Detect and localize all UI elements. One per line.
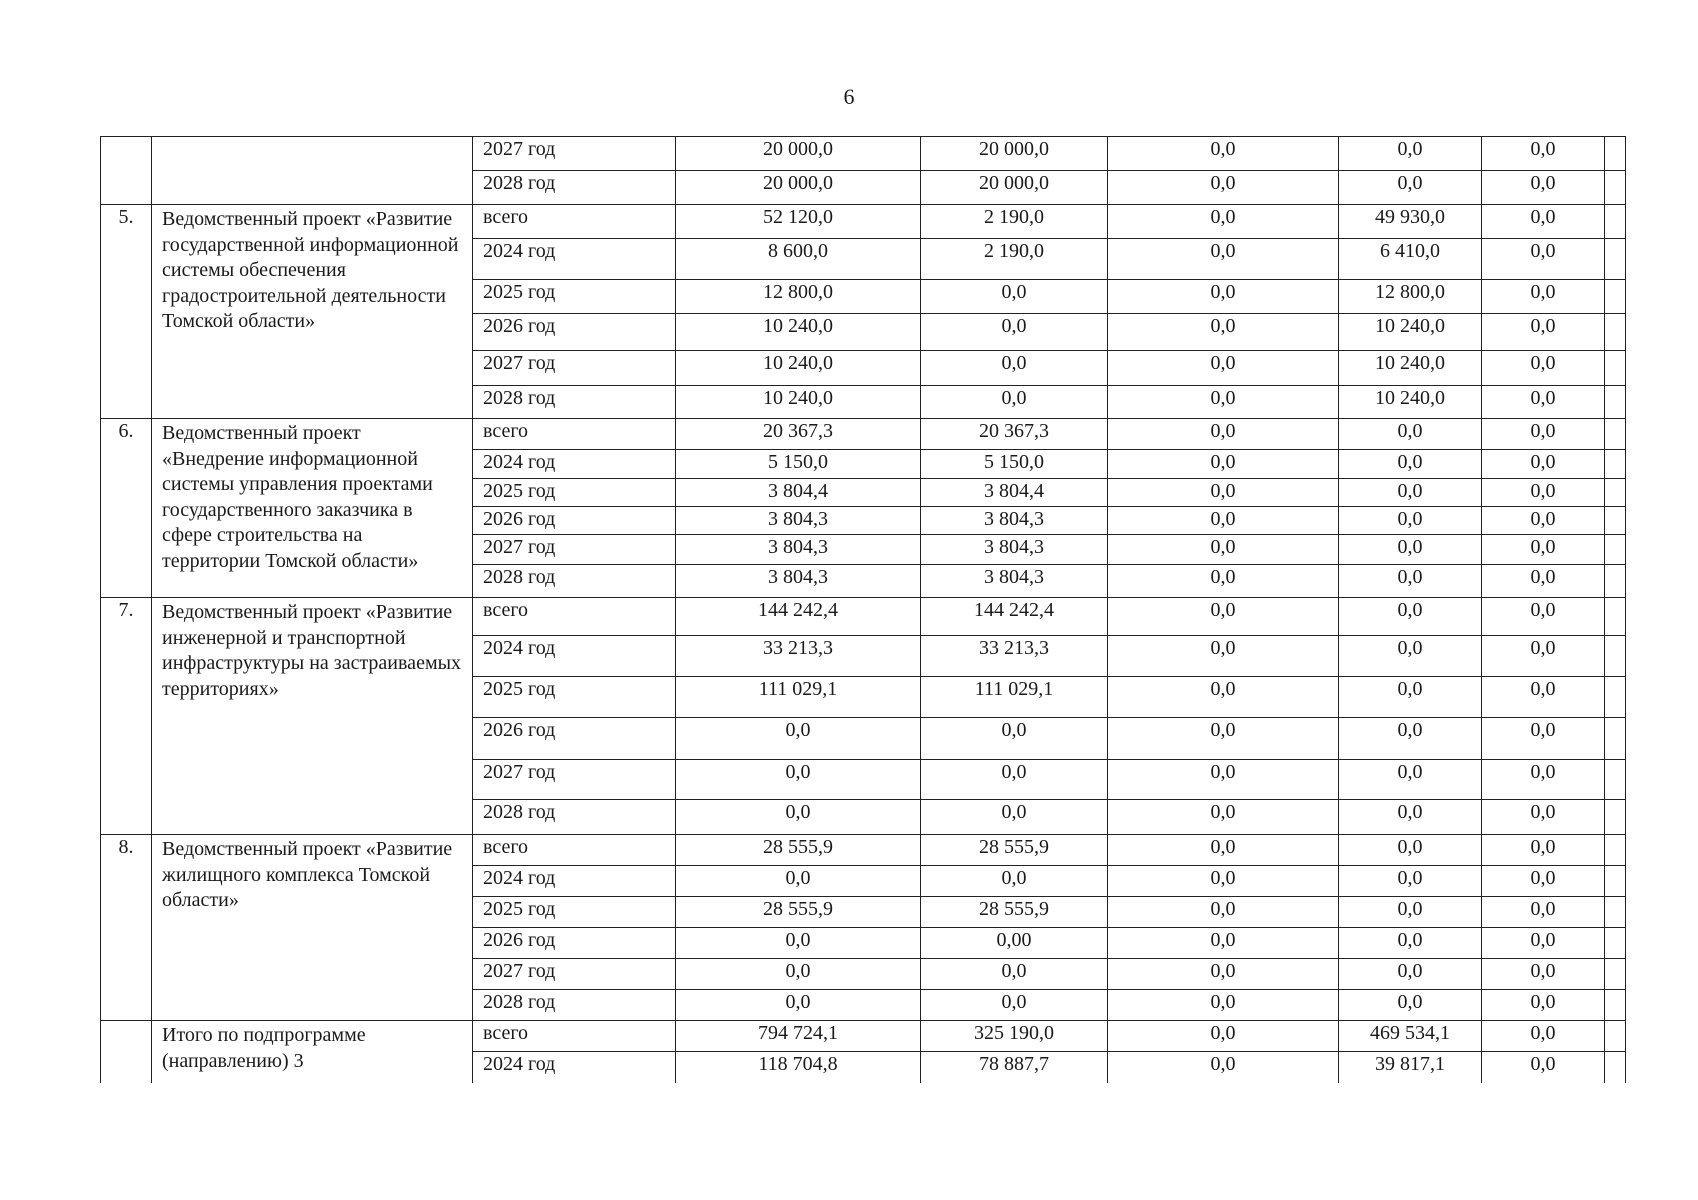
amount-cell: 0,0: [1339, 928, 1482, 959]
amount-cell: 0,0: [921, 280, 1108, 314]
amount-cell: 0,0: [1108, 866, 1339, 897]
amount-cell: 0,0: [1108, 760, 1339, 800]
amount-cell: 3 804,3: [676, 565, 921, 598]
amount-cell: 10 240,0: [676, 314, 921, 351]
period-cell: 2025 год: [473, 479, 676, 507]
amount-cell: 0,0: [1108, 419, 1339, 450]
table-row: [101, 1021, 1626, 1052]
amount-cell: 3 804,4: [676, 479, 921, 507]
amount-cell: 0,0: [1482, 835, 1605, 866]
amount-cell: 0,0: [1108, 990, 1339, 1021]
amount-cell: 0,0: [1339, 990, 1482, 1021]
amount-cell: 0,0: [1339, 866, 1482, 897]
amount-cell: 0,0: [1482, 990, 1605, 1021]
amount-cell: 0,0: [1108, 137, 1339, 171]
period-cell: 2027 год: [473, 351, 676, 386]
period-cell: 2024 год: [473, 866, 676, 897]
empty-cell: [1605, 280, 1626, 314]
amount-cell: 3 804,3: [676, 507, 921, 535]
amount-cell: 0,0: [1482, 314, 1605, 351]
empty-cell: [1605, 137, 1626, 171]
amount-cell: 0,0: [1482, 959, 1605, 990]
project-name: Ведомственный проект «Развитие инженерной и транспортной инфраструктуры на застраиваемых территориях»: [152, 598, 473, 835]
amount-cell: 0,0: [1482, 636, 1605, 677]
amount-cell: 0,0: [1108, 1052, 1339, 1083]
period-cell: 2028 год: [473, 990, 676, 1021]
period-cell: 2024 год: [473, 450, 676, 479]
table-row: [101, 835, 1626, 866]
amount-cell: 6 410,0: [1339, 239, 1482, 280]
period-cell: 2028 год: [473, 800, 676, 835]
amount-cell: 0,0: [676, 959, 921, 990]
amount-cell: 0,0: [1108, 598, 1339, 636]
empty-cell: [1605, 450, 1626, 479]
project-number: [101, 137, 152, 205]
period-cell: 2024 год: [473, 1052, 676, 1083]
amount-cell: 118 704,8: [676, 1052, 921, 1083]
amount-cell: 0,0: [1482, 718, 1605, 760]
amount-cell: 0,0: [1482, 928, 1605, 959]
amount-cell: 2 190,0: [921, 205, 1108, 239]
project-number: 8.: [101, 835, 152, 1021]
empty-cell: [1605, 239, 1626, 280]
amount-cell: 10 240,0: [1339, 386, 1482, 419]
amount-cell: 0,0: [1482, 866, 1605, 897]
amount-cell: 0,0: [1339, 507, 1482, 535]
period-cell: 2028 год: [473, 565, 676, 598]
amount-cell: 3 804,3: [921, 507, 1108, 535]
amount-cell: 0,0: [921, 386, 1108, 419]
period-cell: 2027 год: [473, 760, 676, 800]
amount-cell: 12 800,0: [1339, 280, 1482, 314]
amount-cell: 0,0: [1108, 386, 1339, 419]
amount-cell: 0,0: [1108, 314, 1339, 351]
amount-cell: 0,0: [1108, 280, 1339, 314]
amount-cell: 794 724,1: [676, 1021, 921, 1052]
amount-cell: 28 555,9: [921, 897, 1108, 928]
amount-cell: 28 555,9: [676, 897, 921, 928]
project-name: Ведомственный проект «Развитие жилищного комплекса Томской области»: [152, 835, 473, 1021]
empty-cell: [1605, 866, 1626, 897]
project-number: 7.: [101, 598, 152, 835]
empty-cell: [1605, 507, 1626, 535]
amount-cell: 144 242,4: [921, 598, 1108, 636]
amount-cell: 20 000,0: [921, 171, 1108, 205]
amount-cell: 20 000,0: [676, 137, 921, 171]
amount-cell: 0,0: [1339, 897, 1482, 928]
project-name: Ведомственный проект «Внедрение информационной системы управления проектами государственного заказчика в сфере строительства на территории Томской области»: [152, 419, 473, 598]
amount-cell: 0,0: [1482, 450, 1605, 479]
amount-cell: 20 000,0: [921, 137, 1108, 171]
project-name: Ведомственный проект «Развитие государственной информационной системы обеспечения градостроительной деятельности Томской области»: [152, 205, 473, 419]
amount-cell: 144 242,4: [676, 598, 921, 636]
empty-cell: [1605, 535, 1626, 565]
amount-cell: 0,0: [1339, 959, 1482, 990]
amount-cell: 469 534,1: [1339, 1021, 1482, 1052]
amount-cell: 2 190,0: [921, 239, 1108, 280]
empty-cell: [1605, 928, 1626, 959]
amount-cell: 28 555,9: [921, 835, 1108, 866]
amount-cell: 33 213,3: [676, 636, 921, 677]
period-cell: всего: [473, 1021, 676, 1052]
amount-cell: 0,0: [921, 351, 1108, 386]
amount-cell: 0,0: [921, 314, 1108, 351]
empty-cell: [1605, 897, 1626, 928]
amount-cell: 0,0: [921, 959, 1108, 990]
amount-cell: 78 887,7: [921, 1052, 1108, 1083]
amount-cell: 0,0: [1482, 598, 1605, 636]
period-cell: 2025 год: [473, 677, 676, 718]
empty-cell: [1605, 1052, 1626, 1083]
amount-cell: 0,0: [1339, 760, 1482, 800]
empty-cell: [1605, 835, 1626, 866]
amount-cell: 10 240,0: [1339, 314, 1482, 351]
empty-cell: [1605, 205, 1626, 239]
amount-cell: 0,0: [921, 718, 1108, 760]
amount-cell: 28 555,9: [676, 835, 921, 866]
amount-cell: 0,0: [1339, 598, 1482, 636]
table-row: [101, 598, 1626, 636]
amount-cell: 0,0: [1482, 677, 1605, 718]
amount-cell: 20 367,3: [921, 419, 1108, 450]
empty-cell: [1605, 1021, 1626, 1052]
amount-cell: 0,0: [676, 800, 921, 835]
period-cell: всего: [473, 598, 676, 636]
project-name: Итого по подпрограмме (направлению) 3: [152, 1021, 473, 1083]
amount-cell: 0,0: [1339, 171, 1482, 205]
table-row: [101, 137, 1626, 171]
empty-cell: [1605, 351, 1626, 386]
amount-cell: 0,0: [1108, 535, 1339, 565]
period-cell: 2027 год: [473, 137, 676, 171]
amount-cell: 0,0: [1339, 835, 1482, 866]
period-cell: всего: [473, 835, 676, 866]
amount-cell: 0,0: [1339, 565, 1482, 598]
period-cell: 2027 год: [473, 535, 676, 565]
amount-cell: 0,0: [1339, 450, 1482, 479]
amount-cell: 0,0: [1108, 959, 1339, 990]
empty-cell: [1605, 677, 1626, 718]
amount-cell: 3 804,4: [921, 479, 1108, 507]
amount-cell: 3 804,3: [676, 535, 921, 565]
period-cell: 2026 год: [473, 507, 676, 535]
amount-cell: 49 930,0: [1339, 205, 1482, 239]
empty-cell: [1605, 419, 1626, 450]
amount-cell: 3 804,3: [921, 565, 1108, 598]
amount-cell: 39 817,1: [1339, 1052, 1482, 1083]
period-cell: 2028 год: [473, 171, 676, 205]
empty-cell: [1605, 314, 1626, 351]
amount-cell: 10 240,0: [676, 386, 921, 419]
amount-cell: 0,0: [1482, 171, 1605, 205]
table-row: [101, 205, 1626, 239]
amount-cell: 0,0: [1482, 351, 1605, 386]
amount-cell: 0,0: [1108, 239, 1339, 280]
amount-cell: 0,0: [1108, 205, 1339, 239]
amount-cell: 0,00: [921, 928, 1108, 959]
amount-cell: 0,0: [1482, 760, 1605, 800]
amount-cell: 0,0: [1482, 479, 1605, 507]
amount-cell: 0,0: [1339, 535, 1482, 565]
amount-cell: 12 800,0: [676, 280, 921, 314]
amount-cell: 52 120,0: [676, 205, 921, 239]
amount-cell: 0,0: [1482, 280, 1605, 314]
empty-cell: [1605, 959, 1626, 990]
period-cell: 2028 год: [473, 386, 676, 419]
page-number: 6: [843, 84, 855, 109]
budget-table: [100, 136, 1626, 1083]
empty-cell: [1605, 760, 1626, 800]
amount-cell: 0,0: [1482, 897, 1605, 928]
period-cell: 2027 год: [473, 959, 676, 990]
empty-cell: [1605, 636, 1626, 677]
amount-cell: 0,0: [676, 760, 921, 800]
amount-cell: 0,0: [676, 866, 921, 897]
amount-cell: 0,0: [1482, 800, 1605, 835]
amount-cell: 0,0: [1108, 450, 1339, 479]
amount-cell: 0,0: [676, 990, 921, 1021]
project-number: 6.: [101, 419, 152, 598]
table-row: [101, 419, 1626, 450]
amount-cell: 5 150,0: [676, 450, 921, 479]
amount-cell: 0,0: [1108, 565, 1339, 598]
project-number: [101, 1021, 152, 1083]
amount-cell: 0,0: [1108, 800, 1339, 835]
amount-cell: 0,0: [1108, 507, 1339, 535]
amount-cell: 0,0: [921, 990, 1108, 1021]
amount-cell: 0,0: [1108, 677, 1339, 718]
empty-cell: [1605, 718, 1626, 760]
period-cell: 2025 год: [473, 897, 676, 928]
amount-cell: 111 029,1: [921, 677, 1108, 718]
amount-cell: 20 367,3: [676, 419, 921, 450]
amount-cell: 0,0: [1482, 386, 1605, 419]
amount-cell: 0,0: [1482, 1021, 1605, 1052]
amount-cell: 0,0: [1339, 800, 1482, 835]
period-cell: 2026 год: [473, 718, 676, 760]
amount-cell: 0,0: [921, 760, 1108, 800]
amount-cell: 3 804,3: [921, 535, 1108, 565]
amount-cell: 0,0: [1108, 351, 1339, 386]
amount-cell: 0,0: [676, 928, 921, 959]
amount-cell: 10 240,0: [1339, 351, 1482, 386]
amount-cell: 5 150,0: [921, 450, 1108, 479]
empty-cell: [1605, 800, 1626, 835]
period-cell: 2026 год: [473, 928, 676, 959]
amount-cell: 10 240,0: [676, 351, 921, 386]
amount-cell: 0,0: [1339, 479, 1482, 507]
amount-cell: 111 029,1: [676, 677, 921, 718]
amount-cell: 0,0: [1108, 897, 1339, 928]
amount-cell: 0,0: [1482, 507, 1605, 535]
amount-cell: 0,0: [1108, 1021, 1339, 1052]
amount-cell: 0,0: [1108, 835, 1339, 866]
period-cell: 2026 год: [473, 314, 676, 351]
period-cell: 2024 год: [473, 239, 676, 280]
amount-cell: 0,0: [1339, 636, 1482, 677]
empty-cell: [1605, 386, 1626, 419]
empty-cell: [1605, 598, 1626, 636]
amount-cell: 0,0: [676, 718, 921, 760]
amount-cell: 0,0: [1482, 205, 1605, 239]
amount-cell: 0,0: [1482, 1052, 1605, 1083]
amount-cell: 0,0: [1482, 535, 1605, 565]
amount-cell: 0,0: [1482, 419, 1605, 450]
amount-cell: 0,0: [1108, 928, 1339, 959]
amount-cell: 8 600,0: [676, 239, 921, 280]
period-cell: всего: [473, 205, 676, 239]
project-name: [152, 137, 473, 205]
amount-cell: 20 000,0: [676, 171, 921, 205]
amount-cell: 0,0: [1108, 718, 1339, 760]
amount-cell: 0,0: [1339, 137, 1482, 171]
amount-cell: 0,0: [1108, 479, 1339, 507]
amount-cell: 0,0: [921, 866, 1108, 897]
amount-cell: 0,0: [1108, 636, 1339, 677]
empty-cell: [1605, 565, 1626, 598]
amount-cell: 0,0: [1339, 419, 1482, 450]
period-cell: 2025 год: [473, 280, 676, 314]
period-cell: 2024 год: [473, 636, 676, 677]
empty-cell: [1605, 990, 1626, 1021]
empty-cell: [1605, 479, 1626, 507]
empty-cell: [1605, 171, 1626, 205]
amount-cell: 0,0: [1339, 677, 1482, 718]
project-number: 5.: [101, 205, 152, 419]
amount-cell: 325 190,0: [921, 1021, 1108, 1052]
amount-cell: 33 213,3: [921, 636, 1108, 677]
amount-cell: 0,0: [1339, 718, 1482, 760]
amount-cell: 0,0: [1482, 137, 1605, 171]
amount-cell: 0,0: [1108, 171, 1339, 205]
amount-cell: 0,0: [921, 800, 1108, 835]
period-cell: всего: [473, 419, 676, 450]
amount-cell: 0,0: [1482, 565, 1605, 598]
amount-cell: 0,0: [1482, 239, 1605, 280]
